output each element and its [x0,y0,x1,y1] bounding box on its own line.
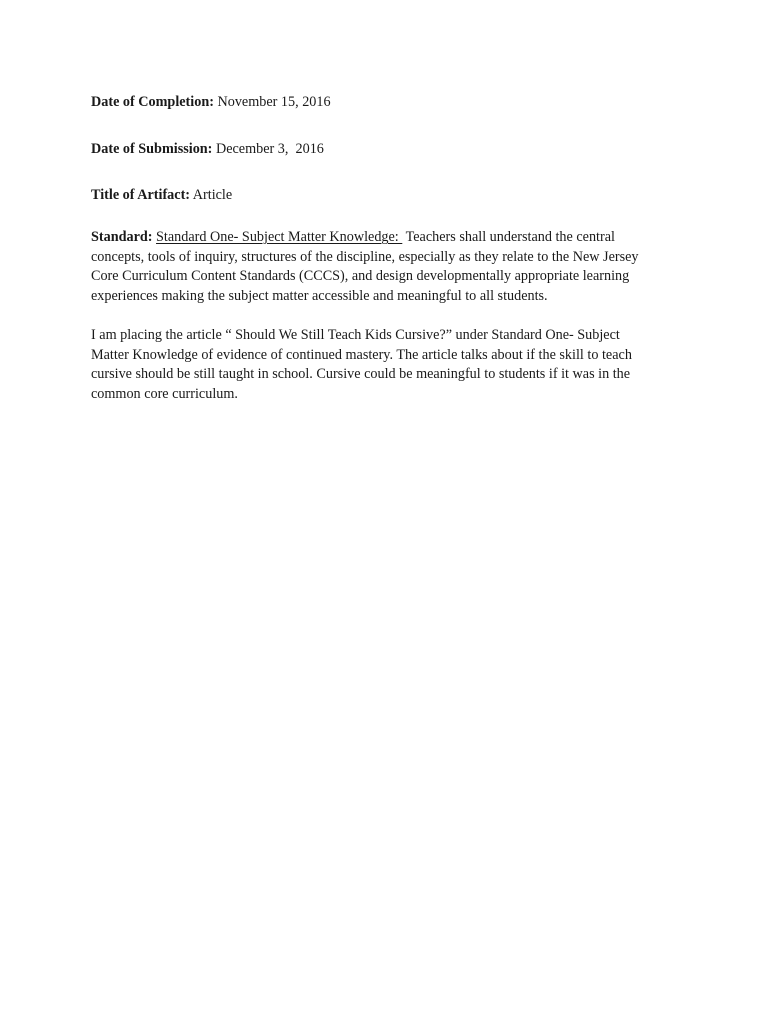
standard-name: Standard One- Subject Matter Knowledge: [156,229,403,245]
reflection-text-1: I am placing the article “ Should We Still Teach Kids Cursive?” under Standard One- Subject [91,327,620,343]
submission-label: Date of Submission: [91,141,213,157]
completion-label: Date of Completion: [91,94,214,110]
standard-line-1 [91,228,681,248]
standard-text-4: experiences making the subject matter accessible and meaningful to all students. [91,287,548,304]
standard-text-1: Teachers shall understand the central [402,229,615,245]
reflection-paragraph [91,326,681,404]
submission-field [91,140,324,160]
reflection-text-2: Matter Knowledge of evidence of continued mastery. The article talks about if the skill to teach [91,346,632,363]
completion-field [91,93,331,113]
reflection-text-4: common core curriculum. [91,385,238,402]
standard-text-2: concepts, tools of inquiry, structures of the discipline, especially as they relate to the New Jersey [91,248,639,265]
artifact-field [91,186,232,206]
reflection-text-3: cursive should be still taught in school. Cursive could be meaningful to students if it was in the [91,366,631,382]
artifact-label: Title of Artifact: [91,187,191,203]
artifact-value: Article [192,187,233,203]
submission-value: December 3, 2016 [215,141,324,157]
completion-value: November 15, 2016 [217,94,331,110]
standard-text-3: Core Curriculum Content Standards (CCCS), and design developmentally appropriate learning [91,268,630,284]
standard-label: Standard: [91,229,153,245]
standard-paragraph [91,228,681,306]
